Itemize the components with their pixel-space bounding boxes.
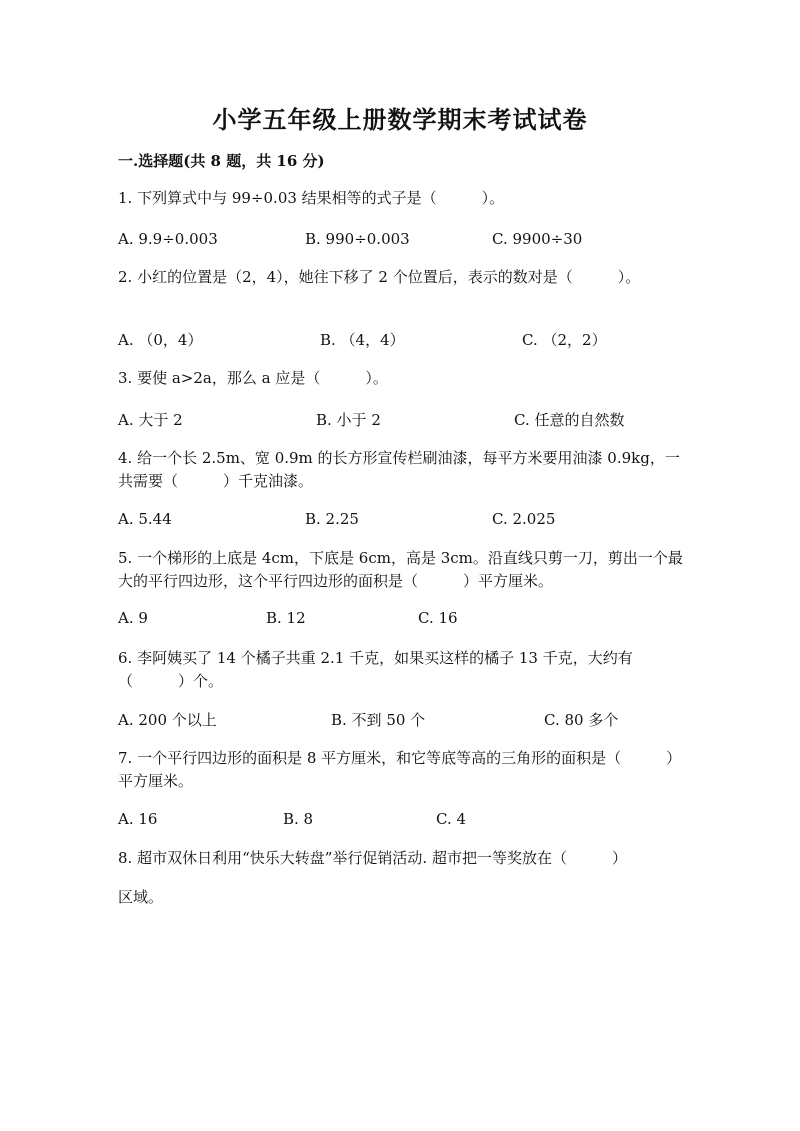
question-7: 7. 一个平行四边形的面积是 8 平方厘米，和它等底等高的三角形的面积是（ ）平方厘米。 — [118, 749, 682, 790]
q3-option-a: A. 大于 2 — [118, 411, 183, 429]
page-title: 小学五年级上册数学期末考试试卷 — [212, 105, 588, 134]
q1-option-b: B. 990÷0.003 — [305, 230, 410, 248]
q1-option-c: C. 9900÷30 — [492, 230, 583, 248]
q3-option-c: C. 任意的自然数 — [514, 411, 625, 429]
q5-option-a: A. 9 — [118, 609, 148, 627]
question-6: 6. 李阿姨买了 14 个橘子共重 2.1 千克，如果买这样的橘子 13 千克，大约有（ ）个。 — [118, 649, 633, 690]
q6-option-a: A. 200 个以上 — [118, 711, 217, 729]
question-1: 1. 下列算式中与 99÷0.03 结果相等的式子是（ ）。 — [118, 189, 505, 207]
q4-option-c: C. 2.025 — [492, 510, 556, 528]
q7-option-c: C. 4 — [436, 810, 467, 828]
q6-option-c: C. 80 多个 — [544, 711, 619, 729]
q5-option-c: C. 16 — [418, 609, 458, 627]
q2-option-c: C. （2，2） — [522, 331, 607, 349]
q7-option-a: A. 16 — [118, 810, 158, 828]
question-5: 5. 一个梯形的上底是 4cm，下底是 6cm，高是 3cm。沿直线只剪一刀，剪出一个最大的平行四边形，这个平行四边形的面积是（ ）平方厘米。 — [118, 549, 683, 590]
q6-option-b: B. 不到 50 个 — [331, 711, 426, 729]
question-3: 3. 要使 a>2a，那么 a 应是（ ）。 — [118, 369, 388, 387]
q2-option-a: A. （0，4） — [118, 331, 203, 349]
question-4: 4. 给一个长 2.5m、宽 0.9m 的长方形宣传栏刷油漆，每平方米要用油漆 0.9kg，一共需要（ ）千克油漆。 — [118, 449, 680, 490]
question-8: 8. 超市双休日利用“快乐大转盘”举行促销活动. 超市把一等奖放在（ ） — [118, 849, 627, 867]
q4-option-a: A. 5.44 — [118, 510, 172, 528]
q3-option-b: B. 小于 2 — [316, 411, 381, 429]
q7-option-b: B. 8 — [283, 810, 314, 828]
section-heading: 一.选择题(共 8 题，共 16 分) — [118, 152, 325, 170]
q4-option-b: B. 2.25 — [305, 510, 359, 528]
q2-option-b: B. （4，4） — [320, 331, 405, 349]
q5-option-b: B. 12 — [266, 609, 306, 627]
q1-option-a: A. 9.9÷0.003 — [118, 230, 218, 248]
question-8-continued: 区域。 — [118, 888, 164, 906]
question-2: 2. 小红的位置是（2，4），她往下移了 2 个位置后，表示的数对是（ ）。 — [118, 268, 641, 286]
